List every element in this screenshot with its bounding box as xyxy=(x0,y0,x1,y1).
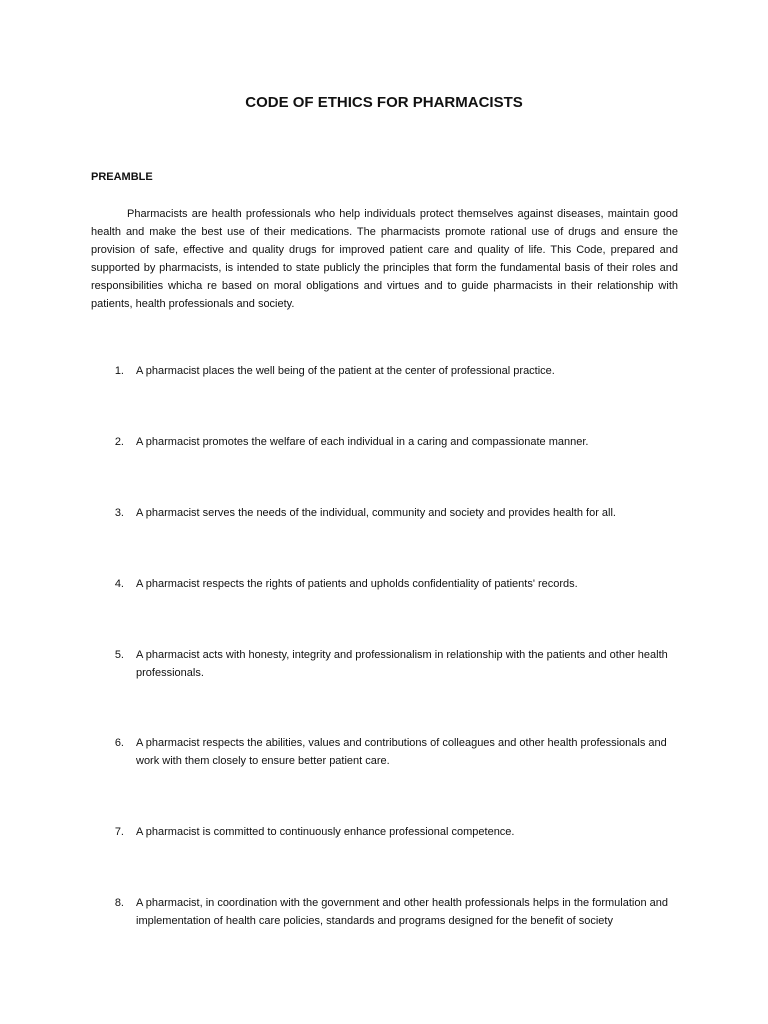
principle-number: 2. xyxy=(114,436,124,448)
principle-text: A pharmacist serves the needs of the individual, community and society and provides health for all. xyxy=(136,507,616,519)
principle-number: 8. xyxy=(114,897,124,909)
principle-number: 7. xyxy=(114,826,124,838)
principle-text: A pharmacist places the well being of the patient at the center of professional practice. xyxy=(136,365,555,377)
principle-text: A pharmacist respects the rights of patients and upholds confidentiality of patients' records. xyxy=(136,578,578,590)
principle-text: A pharmacist acts with honesty, integrity and professionalism in relationship with the patients and other health professionals. xyxy=(136,649,668,679)
principle-text: A pharmacist promotes the welfare of each individual in a caring and compassionate manner. xyxy=(136,436,589,448)
preamble-paragraph: Pharmacists are health professionals who help individuals protect themselves against diseases, maintain good health and make the best use of their medications. The pharmacists promote rational use of drugs and ensure the provision of safe, effective and quality drugs for improved patient care and quality of life. This Code, prepared and supported by pharmacists, is intended to state publicly the principles that form the fundamental basis of their roles and responsibilities whicha re based on moral obligations and virtues and to guide pharmacists in their relationship with patients, health professionals and society. xyxy=(91,208,678,310)
principle-text: A pharmacist, in coordination with the government and other health professionals helps in the formulation and implementation of health care policies, standards and programs designed for the benefit of society xyxy=(136,897,668,927)
principle-number: 4. xyxy=(114,578,124,590)
principle-number: 6. xyxy=(114,737,124,749)
principle-number: 5. xyxy=(114,649,124,661)
principle-number: 3. xyxy=(114,507,124,519)
principle-text: A pharmacist respects the abilities, values and contributions of colleagues and other health professionals and work with them closely to ensure better patient care. xyxy=(136,737,667,767)
document-title: CODE OF ETHICS FOR PHARMACISTS xyxy=(245,94,523,111)
principle-text: A pharmacist is committed to continuously enhance professional competence. xyxy=(136,826,515,838)
principle-number: 1. xyxy=(114,365,124,377)
preamble-heading: PREAMBLE xyxy=(91,171,153,183)
